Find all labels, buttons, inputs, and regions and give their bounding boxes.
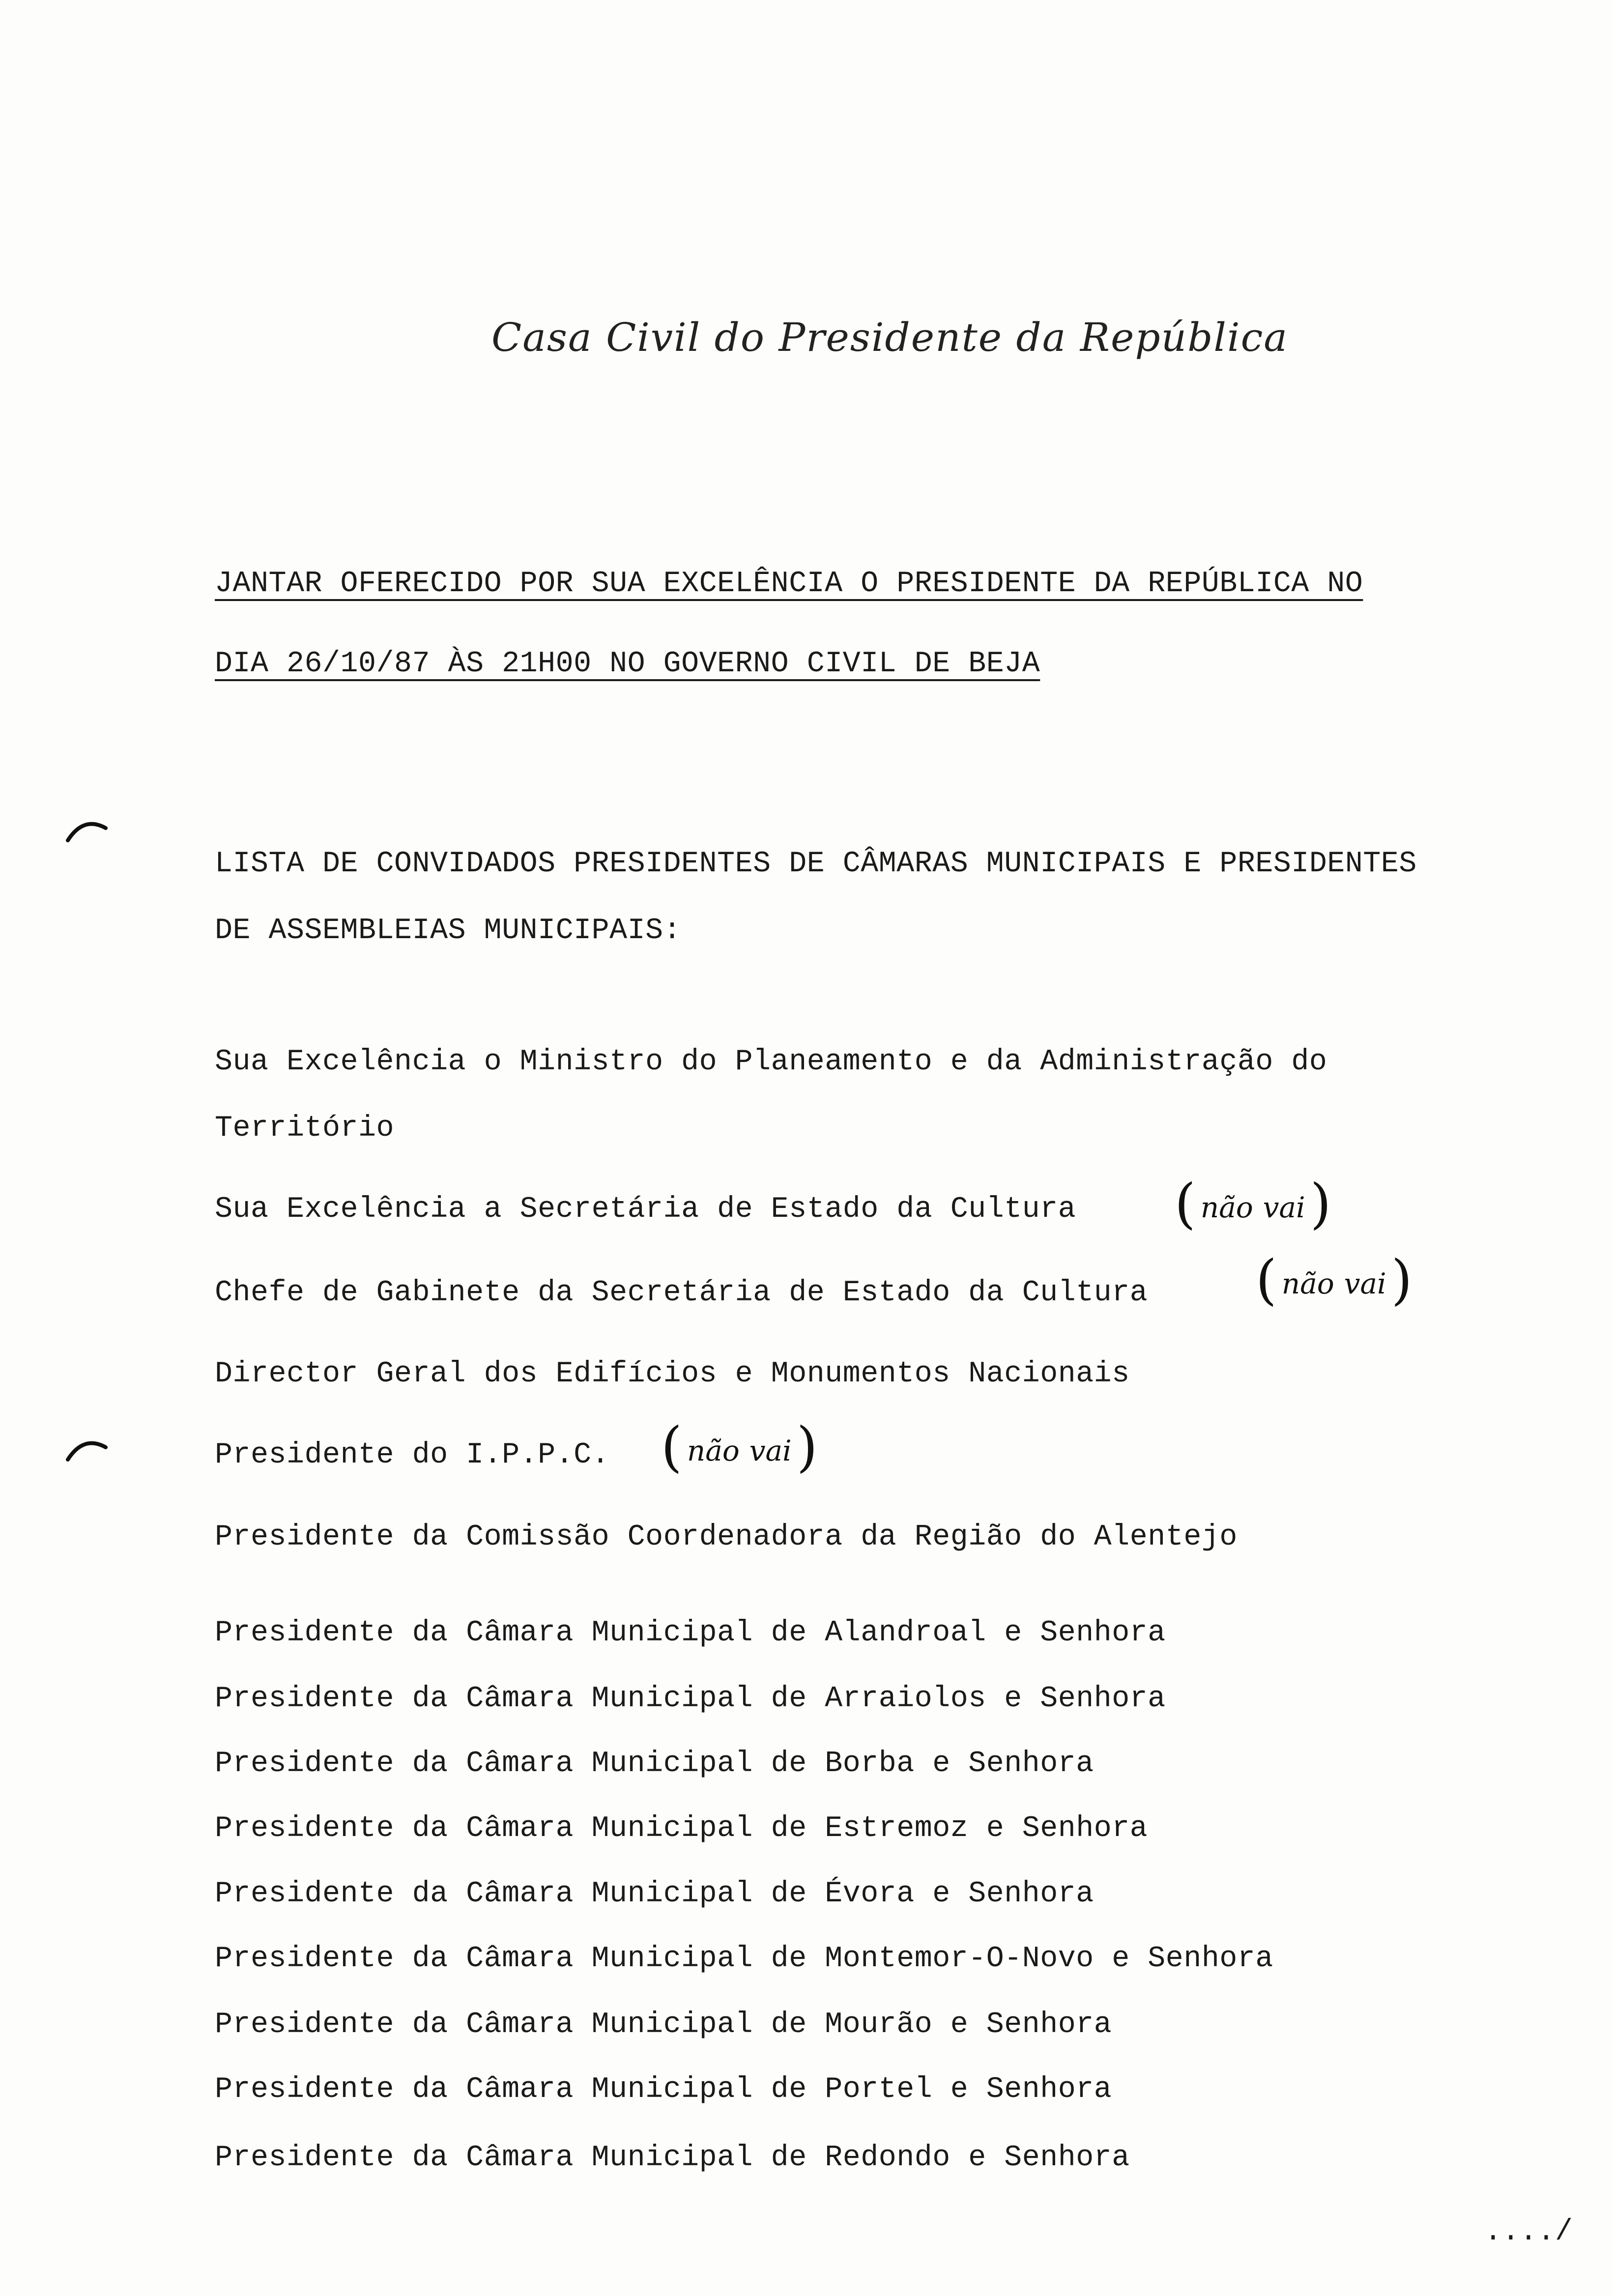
mayor-entry: Presidente da Câmara Municipal de Portel e Senhora xyxy=(215,2073,1112,2106)
handwritten-note-word: não xyxy=(687,1434,740,1467)
handwritten-note-word: vai xyxy=(749,1434,792,1467)
handwritten-note-word: vai xyxy=(1344,1267,1386,1300)
mayor-entry: Presidente da Câmara Municipal de Estremoz e Senhora xyxy=(215,1812,1148,1845)
title-line-1: JANTAR OFERECIDO POR SUA EXCELÊNCIA O PRESIDENTE DA REPÚBLICA NO xyxy=(215,567,1363,601)
handwritten-note: ( não vai) xyxy=(1256,1248,1412,1311)
official-entry: Sua Excelência o Ministro do Planeamento e da Administração do xyxy=(215,1045,1327,1079)
punch-hole-mark-icon xyxy=(64,816,108,845)
mayor-entry: Presidente da Câmara Municipal de Mourão e Senhora xyxy=(215,2008,1112,2041)
subtitle-line-2: DE ASSEMBLEIAS MUNICIPAIS: xyxy=(215,914,682,947)
mayor-entry: Presidente da Câmara Municipal de Montemor-O-Novo e Senhora xyxy=(215,1942,1273,1976)
handwritten-note-word: não xyxy=(1281,1267,1334,1300)
official-entry: Presidente da Comissão Coordenadora da Região do Alentejo xyxy=(215,1521,1238,1554)
letterhead: Casa Civil do Presidente da República xyxy=(491,315,1289,360)
handwritten-note: ( não vai) xyxy=(661,1415,818,1478)
handwritten-note-word: não xyxy=(1200,1191,1253,1224)
official-entry: Presidente do I.P.P.C. xyxy=(215,1438,610,1472)
subtitle-line-1: LISTA DE CONVIDADOS PRESIDENTES DE CÂMARAS MUNICIPAIS E PRESIDENTES xyxy=(215,847,1417,881)
mayor-entry: Presidente da Câmara Municipal de Alandroal e Senhora xyxy=(215,1616,1166,1650)
official-entry: Director Geral dos Edifícios e Monumentos Nacionais xyxy=(215,1357,1130,1391)
mayor-entry: Presidente da Câmara Municipal de Redondo e Senhora xyxy=(215,2141,1130,2175)
title-line-2: DIA 26/10/87 ÀS 21H00 NO GOVERNO CIVIL DE BEJA xyxy=(215,647,1040,681)
mayor-entry: Presidente da Câmara Municipal de Borba e Senhora xyxy=(215,1747,1094,1780)
official-entry: Sua Excelência a Secretária de Estado da Cultura xyxy=(215,1193,1076,1226)
official-entry: Chefe de Gabinete da Secretária de Estado da Cultura xyxy=(215,1276,1148,1310)
punch-hole-mark-icon xyxy=(64,1435,108,1464)
mayor-entry: Presidente da Câmara Municipal de Évora e Senhora xyxy=(215,1877,1094,1911)
official-entry: Território xyxy=(215,1112,395,1145)
mayor-entry: Presidente da Câmara Municipal de Arraiolos e Senhora xyxy=(215,1682,1166,1716)
continuation-mark: ..../ xyxy=(1484,2215,1573,2249)
handwritten-note: ( não vai) xyxy=(1175,1172,1331,1235)
handwritten-note-word: vai xyxy=(1263,1191,1305,1224)
